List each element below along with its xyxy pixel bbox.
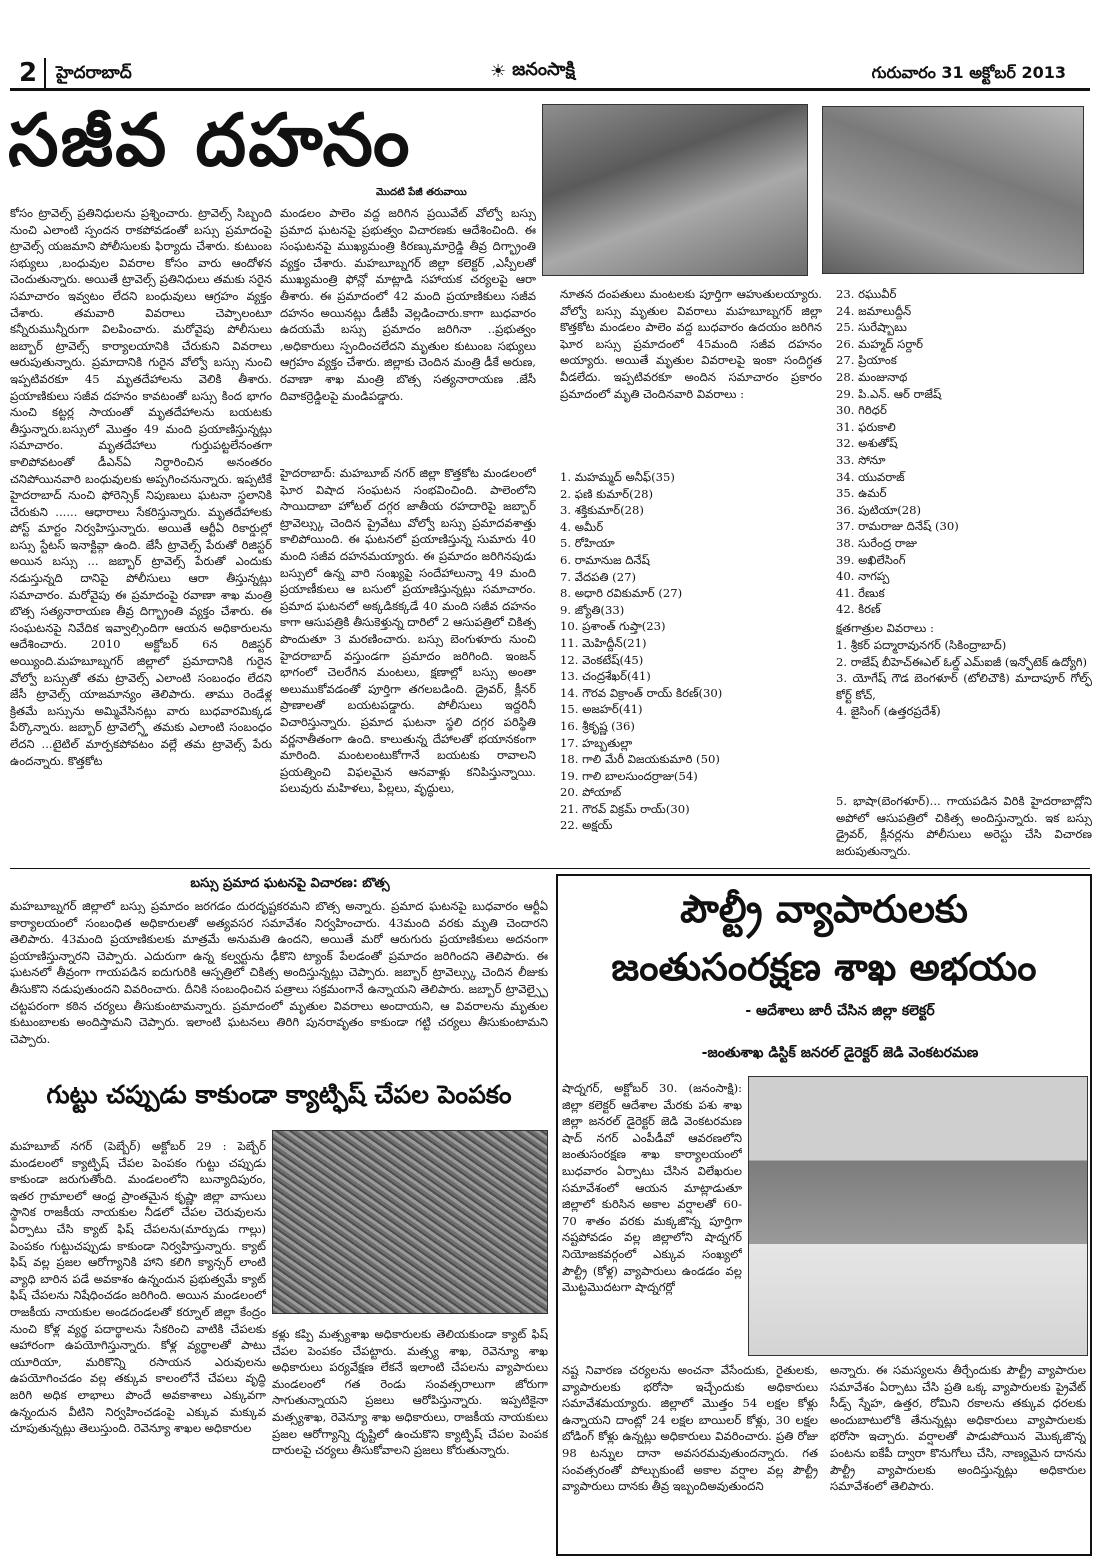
injured-list-item: 2. రాజేష్ బీహెచ్ఈఎల్ ఓల్డ్ ఎమ్ఐజీ (ఇన్ఫోటెక్ ఉద్యోగి)	[836, 654, 1088, 669]
victim-list-item: 22. అక్షయ్	[560, 818, 613, 833]
poultry-subhead-officer: -జంతుశాఖ డిస్టిక్ జనరల్ డైరెక్టర్ జెడి వెంకటరమణ	[701, 1045, 979, 1061]
victim-list-item: 29. పి.ఎన్. ఆర్ రాజేష్	[836, 386, 942, 401]
injured-list-item: 3. యోగేష్ గౌడ బెంగళూర్ (టోలిచౌకి) మాదాపూర్ గోల్ఫ్ కోర్ట్ కోచ్,	[836, 671, 1092, 702]
main-headline: సజీవ దహనం	[8, 98, 412, 182]
poultry-body-left: షాద్నగర్, అక్టోబర్ 30. (జనంసాక్షి): జిల్లా కలెక్టర్ ఆదేశాల మేరకు పశు శాఖ జిల్లా జనరల్ డైరెక్టర్ జెడి వెంకటరమణ షాద్ నగర్ ఎంపీడీవో ఆవరణలోని జంతుసంరక్షణ శాఖ కార్యాలయంలో బుధవారం ఏర్పాటు చేసిన విలేఖరుల సమావేశంలో ఆయన మాట్లాడుతూ జిల్లాలో కురిసిన అకాల వర్షాలతో 60-70 శాతం వరకు మక్కజొన్న పూర్తిగా నష్టపోవడం వల్ల జిల్లాలోని షాద్నగర్ నియోజకవర్గంలో ఎక్కువ సంఖ్యలో పౌల్ట్రీ (కోళ్ల) వ్యాపారులు ఉండడం వల్ల మొట్టమొదటగా షాద్నగర్లో	[562, 1081, 742, 1295]
victim-list-item: 34. యువరాజ్	[836, 469, 905, 484]
press-meet-photo	[748, 1076, 1088, 1356]
catfish-body-col2: కళ్లు కప్పి మత్స్యశాఖ అధికారులకు తెలియకుండా క్యాట్ ఫిష్ చేపల పెంపకం చేపట్టారు. మత్స్య శాఖ, రెవెన్యూ శాఖ అధికారులు పర్యవేక్షణ లేకనే ఇలాంటి చేపలను వ్యాపారులు మండలంలో గత రెండు సంవత్సరాలుగా జోరుగా సాగుతున్నాయని ప్రజలు ఆరోపిస్తున్నారు. ఇప్పటికైనా మత్స్యశాఖ, రెవెన్యూ శాఖ అధికారులు, రాజకీయ నాయకులు ప్రజల ఆరోగ్యాన్ని దృష్టిలో ఉంచుకొని క్యాట్ఫిష్ చేపల పెంపక దారులపై చర్యలు తీసుకోవాలని ప్రజలు కోరుతున్నారు.	[272, 1327, 548, 1458]
catfish-body-col1: మహబూబ్ నగర్ (పెబ్బేర్) అక్టోబర్ 29 : పెబ్బేర్ మండలంలో క్యాట్ఫిష్ చేపల పెంపకం గుట్టు చప్పుడు కాకుండా జరుగుతోంది. మండలంలోని బున్యాదిపురం, ఇతర గ్రామాలలో ఆంధ్ర ప్రాంతమైన కృష్ణా జిల్లా వాసులు స్థానిక రాజకీయ నాయకుల నీడలో చేపల చెరువులను ఏర్పాటు చేసి క్యాట్ ఫిష్ చేపలను(మార్పుడు గాల్లు) పెంపకం గుట్టుచప్పుడు కాకుండా నిర్వహిస్తున్నారు. క్యాట్ ఫిష్ వల్ల ప్రజల ఆరోగ్యానికి హాని కలిగి క్యాన్సర్ లాంటి వ్యాధి బారిన పడే అవకాశం ఉన్నందున ప్రభుత్వమే క్యాట్ ఫిష్ చేపలను నిషేధించడం జరిగింది. అయిన మండలంలో రాజకీయ నాయకుల అండదండలతో కర్నూల్ జిల్లా కేంద్రం నుంచి కోళ్ల వ్యర్థ పదార్థాలను సేకరించి వాటికి చేపలకు ఆహారంగా ఉపయోగిస్తున్నారు. కోళ్ల వ్యర్థాలతో పాటు యూరియా, మరికొన్ని రసాయన ఎరువులను ఉపయోగించడం వల్ల తక్కువ కాలంలోనే చేపలు వృద్ధి జరిగి అధిక లాభాలు పొందే అవకాశాలు ఎక్కువగా ఉన్నందున వీటిని నిర్వహించడంపై ఎక్కువ మక్కువ చూపుతున్నట్లు తెలుస్తుంది. రెవెన్యూ శాఖల అధికారుల	[10, 1139, 266, 1436]
city-label: హైదరాబాద్	[56, 63, 132, 83]
poultry-body-mid: నష్ట నివారణ చర్యలను అంచనా వేసేందుకు, రైతులకు, వ్యాపారులకు భరోసా ఇచ్చేందుకు అధికారులు సమావేశమయ్యారు. జిల్లాలో మొత్తం 54 లక్షల కోళ్లు ఉన్నాయని దాంట్లో 24 లక్షల బాయిలర్ కోళ్లు, 30 లక్షల బోడింగ్ కోళ్లు ఉన్నట్లు అధికారులు వివరించారు. ప్రతి రోజు 98 టన్నుల దానా అవసరమవుతుందన్నారు. గత సంవత్సరంతో పోల్చుకుంటే అకాల వర్షాల వల్ల పౌల్ట్రీ వ్యాపారులు దానకు తీవ్ర ఇబ్బందిఅవుతుందని	[562, 1363, 818, 1494]
victim-list-item: 23. రఘువీర్	[836, 287, 897, 301]
victim-list-item: 35. ఉమర్	[836, 486, 887, 501]
poultry-headline-line2: జంతుసంరక్షణ శాఖ అభయం	[611, 945, 1037, 989]
inquiry-headline: బస్సు ప్రమాద ఘటనపై విచారణ: బొత్స	[190, 876, 390, 891]
victim-list-item: 2. ఫణి కుమార్(28)	[560, 486, 653, 501]
victim-list-item: 37. రామరాజు దినేష్ (30)	[836, 519, 959, 534]
injured-list	[836, 637, 1092, 791]
victim-list-item: 11. మెహిద్దీన్(21)	[560, 635, 647, 650]
victim-list-item: 38. సురేంద్ర రాజు	[836, 535, 917, 550]
victim-list-item: 10. ప్రశాంత్ గుప్తా(23)	[560, 619, 666, 634]
victim-list-item: 16. శ్రీకృష్ణ (36)	[560, 718, 635, 733]
firefighters-photo	[822, 106, 1084, 274]
injured-list-item: 1. శ్రీకర్ పద్మారావునగర్ (సికింద్రాబాద్)	[836, 638, 1007, 652]
victim-list-item: 40. నాగప్ప	[836, 569, 890, 584]
main-story-col2b: హైదరాబాద్: మహబూబ్ నగర్ జిల్లా కొత్తకోట మండలంలో ఘోర విషాద సంఘటన సంభవించింది. పాలెంలోని సాయిదాబా హోటల్ దగ్గర జాతీయ రహదారిపై జబ్బార్ ట్రావెల్స్కు చెందిన ప్రైవేటు వోల్వో బస్సు ప్రమాదవశాత్తు కాలిపోయింది. ఈ ఘటనలో ప్రయాణిస్తున్న సుమారు 40 మంది సజీవ దహనమయ్యారు. ఈ ప్రమాదం జరిగినపుడు బస్సులో ఉన్న వారి సంఖ్యపై సందేహాలున్నా 49 మంది ప్రయాణీకులు ఆ బసులో ప్రయాణిస్తున్నట్లు సమాచారం. ప్రమాద ఘటనలో అక్కడికక్కడే 40 మంది సజీవ దహనం కాగా ఆసుపత్రికి తీసుకెళ్తున్న దారిలో 2 ఆసుపత్రిలో చికిత్స పొందుతూ 3 మరణించారు. బస్సు బెంగుళూరు నుంచి హైదరాబాద్ వస్తుండగా ప్రమాదం జరిగింది. ఇంజన్ భాగంలో చెలరేగిన మంటలు, క్షణాల్లో బస్సు అంతా అలుముకోవడంతో పూర్తిగా తగలబడింది. డ్రైవర్, క్లీనర్ ప్రాణాలతో బయటపడ్డారు. పోలీసులు ఇద్దరినీ విచారిస్తున్నారు. ప్రమాద ఘటనా స్థలి దగ్గర పరిస్థితి వర్ణనాతీతంగా ఉంది. కాలుతున్న దేహాలతో భయానకంగా మారింది. మంటలంటుకోగానే బయటకు రావాలని ప్రయత్నించి విఫలమైన ఆనవాళ్లు కనిపిస్తున్నాయి. పలువురు మహిళలు, పిల్లలు, వృద్ధులు,	[280, 466, 536, 796]
poultry-body-right: అన్నారు. ఈ సమస్యలను తీర్చేందుకు పౌల్ట్రీ వ్యాపారుల సమావేశం ఏర్పాటు చేసి ప్రతి ఒక్క వ్యాపారులకు ప్రైవేట్ సీడ్స్ స్నేహ, ఉత్తర, రోమిని రకాలను తక్కువ ధరలకు అందుబాటులోకి తేనున్నట్లు అధికారులు వ్యాపారులకు భరోసా ఇచ్చారు. వర్షాలతో పాడుపోయిన మొక్కజొన్న పంటను ఐకేపీ ద్వారా కొనుగోలు చేసి, నాణ్యమైన దానను పౌల్ట్రీ వ్యాపారులకు అందిస్తున్నట్లు అధికారుల సమావేశంలో తెలిపారు.	[830, 1363, 1086, 1494]
victim-list-item: 12. వెంకటేష్(45)	[560, 652, 644, 667]
bus-wreck-photo	[542, 104, 808, 276]
catfish-photo	[272, 1130, 548, 1314]
main-story-col1: కోసం ట్రావెల్స్ ప్రతినిధులను ప్రశ్నించారు. ట్రావెల్స్ సిబ్బంది నుంచి ఎలాంటి స్పందన రాకపోవడంతో బస్సు ప్రమాదంపై ట్రావెల్స్ యజమాని పోలీసులకు ఫిర్యాదు చేశారు. కుటుంబ సభ్యులు ,బంధువుల వివరాల కోసం వారు ఆందోళన చెందుతున్నారు. అయితే ట్రావెల్స్ ప్రతినిధులు తమకు సరైన సమాచారం ఇవ్వటం లేదని బంధువులు ఆగ్రహం వ్యక్తం చేశారు. తమవారి వివరాలు చెప్పాలంటూ కన్నీరుమున్నీరుగా విలపించారు. మరోవైపు పోలీసులు జబ్బార్ ట్రావెల్స్ కార్యాలయానికి చేరుకుని వివరాలు ఆరుపుతున్నారు. ప్రమాదానికి గురైన వోల్వో బస్సు నుంచి ఇప్పటివరకూ 45 మృతదేహాలను వెలికి తీశారు. ప్రయాణికులు సజీవ దహనం కావటంతో బస్సు కింద భాగం నుంచి కట్టర్ల సాయంతో మృతదేహాలను బయటకు తీస్తున్నారు.బస్సులో మొత్తం 49 మంది ప్రయాణిస్తున్నట్లు సమాచారం. మృతదేహాలు గుర్తుపట్టలేనంతగా కాలిపోవటంతో డీఎన్ఏ నిర్ధారించిన అనంతరం చనిపోయినవారి బంధువులకు అప్పగించనున్నారు. ఇప్పటికే హైదరాబాద్ నుంచి ఫోరెన్సిక్ నిపుణులు ఘటనా స్థలానికి చేరుకుని ...... ఆధారాలు సేకరిస్తున్నారు. మృతదేహాలకు పోస్ట్ మార్టం నిర్వహిస్తున్నారు. అయితే ఆర్టీఏ రికార్డుల్లో బస్సు స్టేటస్ ఇనాక్టివ్గా ఉంది. జేసీ ట్రావెల్స్ పేరుతో రిజిస్టర్ అయిన బస్సు ... జబ్బార్ ట్రావెల్స్ పేరుతో ఎందుకు నడుస్తున్నది దానిపై పోలీసులు ఆరా తీస్తున్నట్లు సమాచారం. మరోవైపు ఈ ప్రమాదంపై రవాణా శాఖ మంత్రి బొత్స సత్యనారాయణ తీవ్ర దిగ్భ్రాంతి వ్యక్తం చేశారు. ఈ సంఘటనపై నివేదిక ఇవ్వాల్సిందిగా ఆయన అధికారులను ఆదేశించారు. 2010 అక్టోబర్ 6న రిజిస్టర్ అయ్యింది.మహబూబ్నగర్ జిల్లాలో ప్రమాదానికి గురైన వోల్వో బస్సుతో తమ ట్రావెల్స్ ఎలాంటి సంబంధం లేదని జేసీ ట్రావెల్స్ యాజమాన్యం తెలిపారు. తాము రెండేళ్ల క్రితమే బస్సును అమ్మివేసినట్లు వారు బుధవారమిక్కడ పేర్కొన్నారు. జబ్బార్ ట్రావెల్స్తో తమకు ఎలాంటి సంబంధం లేదని ...టైటిల్ మార్పకపోవటం వల్లే తమ ట్రావెల్స్ పేరు ఉందన్నారు. కొత్తకోట	[10, 206, 272, 768]
victim-list-item: 27. ప్రియాంక	[836, 353, 897, 368]
victim-list-item: 19. గాలి బాలసుందర్రాజు(54)	[560, 768, 698, 783]
victim-list-item: 18. గాలి మేరీ విజయకుమారి (50)	[560, 752, 720, 767]
injured-heading: క్షతగాత్రుల వివరాలు :	[836, 621, 934, 635]
victim-list-item: 25. సురేష్బాబు	[836, 320, 907, 335]
victim-list-item: 24. జమాలుద్దీన్	[836, 303, 912, 318]
victim-list-item: 30. గిరిధర్	[836, 403, 887, 418]
victim-list-item: 28. మంజునాథ	[836, 369, 908, 384]
victim-list-item: 21. గౌరవ్ విక్రమ్ రాయ్(30)	[560, 801, 690, 816]
victims-list-b	[836, 286, 1092, 620]
paper-logo-icon: ☀	[490, 60, 507, 82]
victim-list-item: 42. కిరణ్	[836, 602, 881, 617]
victim-list-item: 20. పోయాబ్	[560, 785, 622, 800]
main-story-col3-intro: నూతన దంపతులు మంటలకు పూర్తిగా ఆహుతులయ్యారు. వోల్వో బస్సు మృతుల వివరాలు మహబూబ్నగర్ జిల్లా కొత్తకోట మండలం పాలెం వద్ద బుధవారం ఉదయం జరిగిన ఘోర బస్సు ప్రమాదంలో 45మంది సజీవ దహనం అయ్యారు. అయితే మృతుల వివరాలపై ఇంకా సందిగ్ధత వీడలేదు. ఇప్పటివరకూ అందిన సమాచారం ప్రకారం ప్రమాదంలో మృతి చెందినవారి వివరాలు :	[560, 287, 822, 401]
victim-list-item: 7. వేదపతి (27)	[560, 569, 636, 584]
victim-list-item: 39. అఖిలేసింగ్	[836, 552, 906, 567]
inquiry-body: మహబూబ్నగర్ జిల్లాలో బస్సు ప్రమాదం జరగడం దురదృష్టకరమని బొత్స అన్నారు. ప్రమాద ఘటనపై బుధవారం ఆర్టీఏ కార్యాలయంలో సంబంధిత అధికారులతో అత్యవసర సమావేశం నిర్వహించారు. 43మంది వరకు మృతి చెందారని తెలిపారు. 43మంది ప్రయాణికులకు మాత్రమే అనుమతి ఉందని, అయితే మరో ఆరుగురు ప్రయాణికులు అదనంగా ప్రయాణిస్తున్నారని చెప్పారు. ఎదురుగా ఉన్న కల్వర్టును ఢీకొని ట్యాంక్ పేలడంతో ప్రమాదం జరిగిందని తెలిపారు. ఈ ఘటనలో తీవ్రంగా గాయపడిన ఐదుగురికి ఆస్పత్రిలో చికిత్స అందిస్తున్నట్లు చెప్పారు. జబ్బార్ ట్రావెల్స్కు చెందిన లీజుకు తీసుకొని నడుపుతుందని వివరించారు. దీనికి సంబంధించిన పత్రాలు సక్రమంగానే ఉన్నాయని తెలిపారు. జబ్బార్ ట్రావెల్స్పై చట్టపరంగా కఠిన చర్యలు తీసుకుంటామన్నారు. ప్రమాదంలో మృతుల వివరాలు అందాయని, ఆ వివరాలను మృతుల కుటుంబాలకు అందిస్తామని చెప్పారు. ఇలాంటి ఘటనలు తిరిగి పునరావృతం కాకుండా గట్టి చర్యలు తీసుకుంటామని చెప్పారు.	[10, 899, 548, 1046]
victims-list-a	[560, 469, 822, 863]
victim-list-item: 1. మహమ్మద్ అనీఫ్(35)	[560, 470, 675, 484]
victim-list-item: 9. జ్యోతి(33)	[560, 602, 625, 617]
victim-list-item: 3. శక్తికుమార్(28)	[560, 503, 644, 518]
main-story-col2a: మండలం పాలెం వద్ద జరిగిన ప్రయివేట్ వోల్వో బస్సు ప్రమాద ఘటనపై ప్రభుత్వం విచారణకు ఆదేశించింది. ఈ సంఘటనపై ముఖ్యమంత్రి కిరణ్కుమార్రెడ్డి తీవ్ర దిగ్భ్రాంతి వ్యక్తం చేశారు. మహబూబ్నగర్ జిల్లా కలెక్టర్ ,ఎస్పీలతో ముఖ్యమంత్రి ఫోన్లో మాట్లాడి సహాయక చర్యలపై ఆరా తీశారు. ఈ ప్రమాదంలో 42 మంది ప్రయాణికులు సజీవ దహనం అయినట్లు డీజీపీ వెల్లడించారు.కాగా బుధవారం ఉదయమే బస్సు ప్రమాదం జరిగినా ..ప్రభుత్వం ,అధికారులు స్పందించలేదని మృతుల కుటుంబ సభ్యులు ఆగ్రహం వ్యక్తం చేశారు. జిల్లాకు చెందిన మంత్రి డీకే అరుణ, రవాణా శాఖ మంత్రి బొత్స సత్యనారాయణ .జేసీ దివాకర్రెడ్డిలపై మండిపడ్డారు.	[280, 206, 536, 403]
victim-list-item: 31. ఫరుకాలి	[836, 419, 896, 434]
issue-date: గురువారం 31 అక్టోబర్ 2013	[871, 63, 1066, 82]
masthead-rule	[10, 88, 1090, 91]
injured-tail: 5. భాషా(బెంగళూర్)... గాయపడిన విరికి హైదరాబాద్లోని అపోలో ఆసుపత్రిలో చికిత్స అందిస్తున్నారు. ఇక బస్సు డ్రైవర్, క్లీనర్లను పోలీసులు అరెస్టు చేసి విచారణ జరుపుతున్నారు.	[836, 794, 1092, 858]
victim-list-item: 33. సోనూ	[836, 452, 886, 467]
victim-list-item: 41. రేణుక	[836, 585, 885, 600]
victim-list-item: 15. అజహర్(41)	[560, 702, 643, 717]
section-rule	[10, 868, 1090, 869]
injured-list-item: 4. జైసింగ్ (ఉత్తరప్రదేశ్)	[836, 704, 941, 719]
victim-list-item: 36. పుటియా(28)	[836, 502, 922, 517]
victim-list-item: 8. అధారి రవికుమార్ (27)	[560, 586, 683, 601]
victim-list-item: 13. చంద్రశేఖర్(41)	[560, 669, 651, 684]
victim-list-item: 6. రామానుజ దినేష్	[560, 552, 650, 567]
victim-list-item: 26. మహ్మద్ సర్దార్	[836, 336, 924, 351]
page-number: 2	[12, 58, 46, 88]
victim-list-item: 17. హబ్బతుల్లా	[560, 735, 633, 750]
paper-name-text: జనంసాక్షి	[512, 58, 576, 80]
victim-list-item: 5. రోహియా	[560, 536, 615, 551]
continued-note: మొదటి పేజీ తరువాయి	[376, 187, 467, 198]
poultry-subhead-collector: - ఆదేశాలు జారీ చేసిన జిల్లా కలెక్టర్	[745, 1003, 935, 1019]
poultry-headline-line1: పౌల్ట్రీ వ్యాపారులకు	[680, 887, 968, 931]
catfish-headline: గుట్టు చప్పుడు కాకుండా క్యాట్ఫిష్ చేపల పెంపకం	[46, 1080, 512, 1109]
victim-list-item: 14. గౌరవ విక్రాంత్ రాయ్ కిరణ్(30)	[560, 685, 723, 700]
victim-list-item: 4. అమీర్	[560, 519, 604, 534]
paper-name	[490, 56, 620, 86]
victim-list-item: 32. అశుతోష్	[836, 436, 898, 451]
